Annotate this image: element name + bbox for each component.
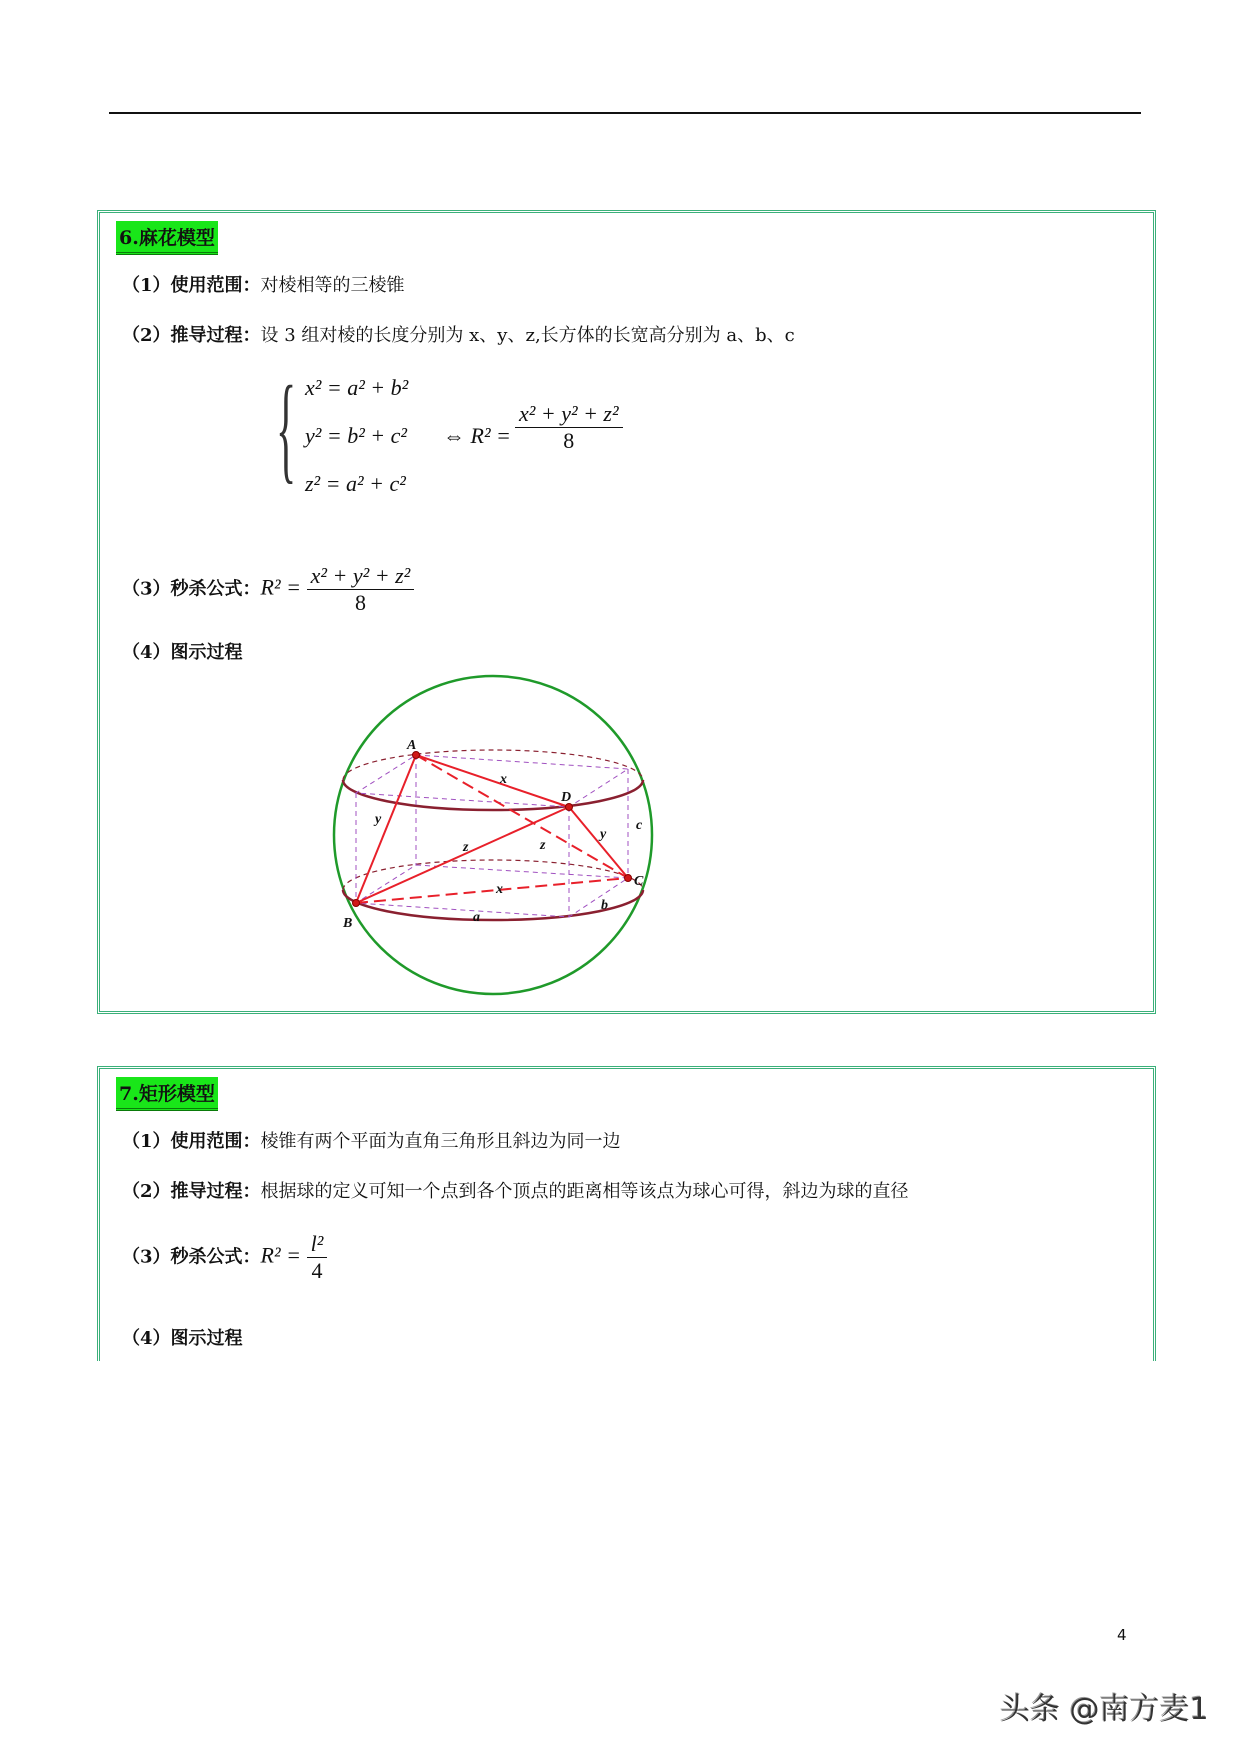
item-text: 根据球的定义可知一个点到各个顶点的距离相等该点为球心可得，斜边为球的直径	[260, 1181, 909, 1202]
section-6-box	[97, 210, 1156, 1014]
item-label: （1）使用范围：	[122, 1131, 261, 1152]
item-label: （3）秒杀公式：	[122, 578, 261, 600]
equation-2: y² = b² + c²	[305, 423, 408, 448]
section-6-item-2	[122, 321, 795, 347]
label-c-vertex: C	[634, 874, 644, 889]
formula-lhs: R² =	[260, 574, 301, 600]
watermark: 头条 @南方麦1	[1000, 1692, 1209, 1727]
label-z: z	[540, 838, 546, 853]
label-z: z	[463, 840, 469, 855]
label-y: y	[600, 827, 607, 842]
section-6-item-4	[122, 638, 243, 664]
label-a: a	[473, 910, 480, 925]
label-a-vertex: A	[407, 738, 417, 753]
section-7-item-3	[122, 1231, 327, 1284]
denominator: 8	[563, 428, 575, 453]
label-d-vertex: D	[561, 790, 572, 805]
label-c: c	[636, 818, 643, 833]
item-label: （2）推导过程：	[122, 1181, 261, 1202]
back-arcs	[343, 750, 643, 890]
label-y: y	[375, 812, 382, 827]
section-6-title: 6.麻花模型	[116, 221, 218, 255]
sphere-tetrahedron-diagram	[303, 663, 683, 1013]
item-label: （4）图示过程	[122, 642, 243, 663]
tetrahedron-edges	[356, 755, 628, 903]
equation-3: z² = a² + c²	[305, 471, 406, 496]
section-7-title: 7.矩形模型	[116, 1077, 218, 1111]
equation-1: x² = a² + b²	[305, 375, 409, 400]
brace-icon: {	[276, 361, 297, 494]
fraction	[515, 401, 623, 454]
item-text: 棱锥有两个平面为直角三角形且斜边为同一边	[260, 1131, 621, 1152]
numerator: l²	[307, 1231, 328, 1258]
item-label: （1）使用范围：	[122, 275, 261, 296]
item-label: （2）推导过程：	[122, 325, 261, 346]
denominator: 4	[311, 1258, 323, 1283]
front-arcs	[343, 780, 643, 920]
label-x: x	[496, 882, 503, 897]
page-number: 4	[1117, 1626, 1127, 1644]
item-label: （4）图示过程	[122, 1328, 243, 1349]
equivalence: ⇔ R² =	[443, 423, 511, 448]
item-text: 对棱相等的三棱锥	[260, 275, 405, 296]
formula-fraction	[307, 1231, 328, 1284]
label-b-vertex: B	[343, 916, 353, 931]
formula-fraction	[307, 563, 415, 616]
label-x: x	[500, 772, 507, 787]
section-7-item-2	[122, 1177, 909, 1203]
header-rule	[109, 112, 1141, 114]
section-7-item-4	[122, 1324, 243, 1350]
label-b: b	[601, 898, 608, 913]
cuboid-edges	[356, 755, 628, 917]
item-text: 设 3 组对棱的长度分别为 x、y、z,长方体的长宽高分别为 a、b、c	[260, 325, 795, 346]
section-6-item-3	[122, 563, 414, 616]
numerator: x² + y² + z²	[515, 401, 623, 428]
section-7-box	[97, 1066, 1156, 1361]
section-6-item-1	[122, 271, 405, 297]
denominator: 8	[354, 590, 366, 615]
formula-lhs: R² =	[260, 1242, 301, 1268]
numerator: x² + y² + z²	[307, 563, 415, 590]
section-7-item-1	[122, 1127, 621, 1153]
vertex-points	[353, 752, 632, 907]
item-label: （3）秒杀公式：	[122, 1246, 261, 1268]
